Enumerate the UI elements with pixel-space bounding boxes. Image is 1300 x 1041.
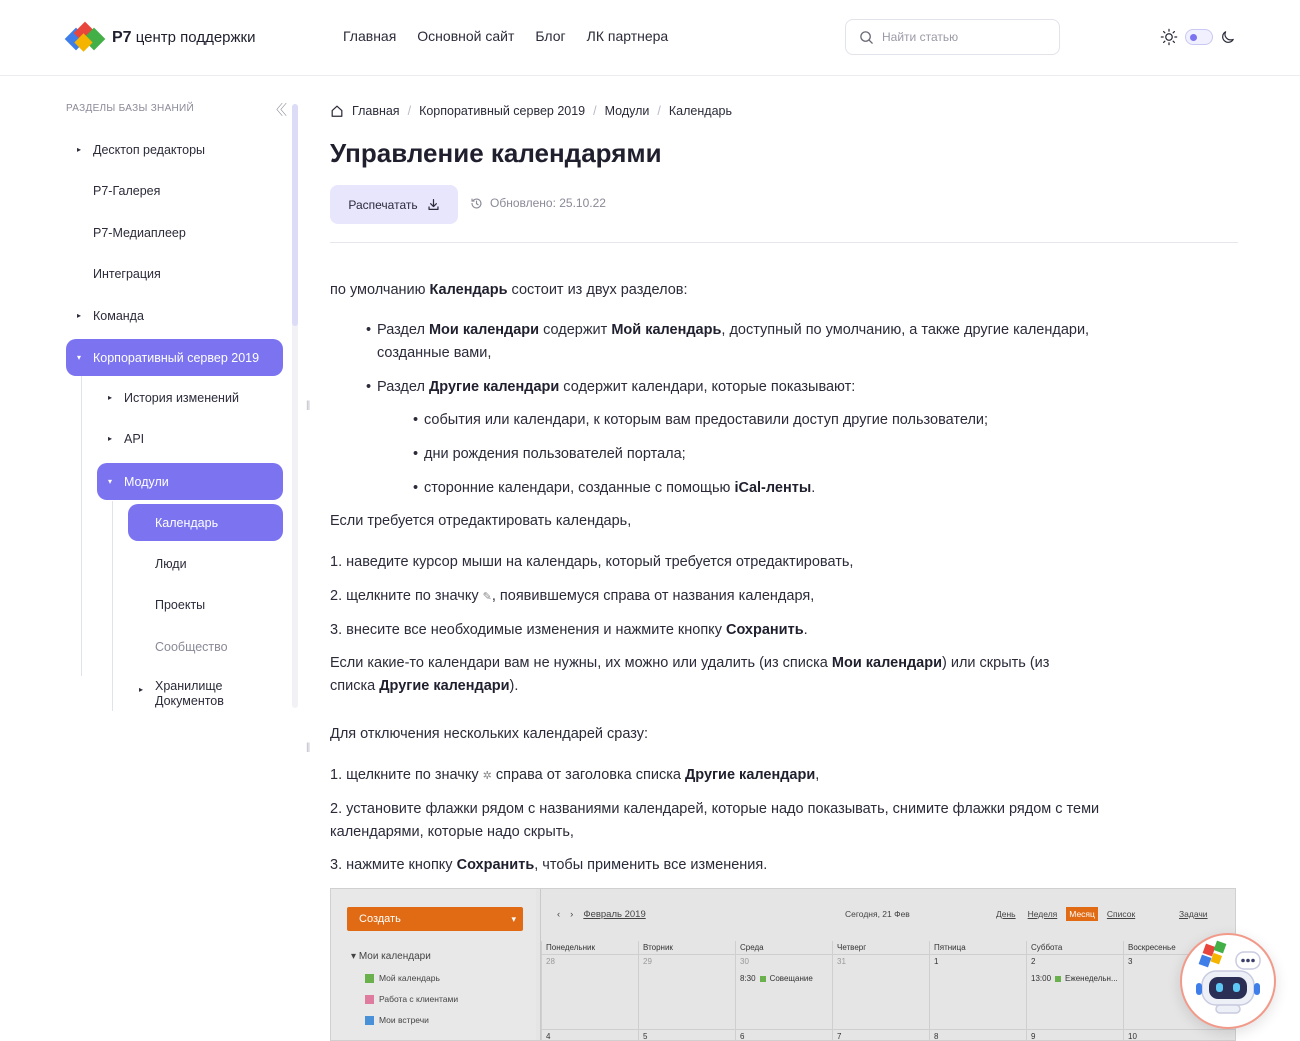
print-button-label: Распечатать [348, 197, 418, 212]
sidebar-item-label: API [124, 431, 145, 446]
sidebar-item-label: Р7-Галерея [93, 183, 161, 198]
nav-blog[interactable]: Блог [535, 28, 566, 44]
screenshot-tasks: Задачи [1179, 909, 1208, 919]
breadcrumb-corporate-server[interactable]: Корпоративный сервер 2019 [419, 104, 586, 118]
sidebar-item-label: Проекты [155, 597, 206, 612]
knowledge-sidebar [66, 76, 298, 716]
list-item: 3. внесите все необходимые изменения и нажмите кнопку Сохранить. [330, 622, 808, 638]
list-item: • события или календари, к которым вам предоставили доступ другие пользователи; [424, 409, 988, 432]
sidebar-item-community[interactable] [128, 628, 283, 665]
list-item-continuation: календарями, которые надо скрыть, [330, 824, 574, 840]
screenshot-toolbar [557, 909, 646, 920]
sidebar-item-team[interactable] [66, 297, 283, 334]
main-nav [343, 28, 668, 44]
caret-right-icon: ▸ [108, 393, 113, 402]
paragraph: Для отключения нескольких календарей сразу: [330, 726, 649, 742]
download-icon [427, 198, 440, 211]
list-item: 2. щелкните по значку ✎, появившемуся справа от названия календаря, [330, 588, 815, 604]
screenshot-view-month: Месяц [1066, 907, 1098, 921]
logo-text: Р7 центр поддержки [112, 29, 256, 46]
gear-icon: ✲ [482, 770, 492, 782]
screenshot-view-day: День [996, 909, 1016, 919]
theme-toggle[interactable] [1185, 29, 1213, 45]
history-icon [470, 197, 483, 210]
theme-switcher [1160, 28, 1236, 46]
logo-icon [66, 24, 104, 52]
grid-col: Понедельник 28 4 [541, 941, 638, 1041]
list-item: 3. нажмите кнопку Сохранить, чтобы применить все изменения. [330, 857, 768, 873]
breadcrumb-calendar: Календарь [668, 104, 732, 118]
list-item: • сторонние календари, созданные с помощью iCal-ленты. [424, 477, 815, 500]
site-logo[interactable] [66, 24, 255, 52]
screenshot-create-button: Создать ▾ [347, 907, 523, 931]
list-item: 1. щелкните по значку ✲ справа от заголовка списка Другие календари, [330, 767, 820, 783]
nav-home[interactable]: Главная [343, 28, 397, 44]
tree-line [81, 376, 82, 676]
screenshot-view-week: Неделя [1027, 909, 1058, 919]
grid-col: Среда 30 8:30 Совещание 6 [735, 941, 832, 1041]
screenshot-view-list: Список [1106, 909, 1136, 919]
screenshot-next-icon: › [570, 909, 574, 920]
collapse-sidebar-icon[interactable]: 〈〈 [269, 102, 284, 118]
resize-handle-icon[interactable]: || [306, 400, 310, 411]
resize-handle-icon[interactable]: || [306, 742, 310, 753]
sidebar-item-changelog[interactable] [97, 379, 283, 416]
screenshot-calendar-item: Мой календарь [365, 973, 440, 983]
sidebar-item-label: Модули [124, 474, 169, 489]
list-item-continuation: созданные вами, [377, 345, 492, 361]
paragraph: Если какие-то календари вам не нужны, их можно или удалить (из списка Мои календари) или скрыть (из [330, 655, 1050, 671]
sun-icon[interactable] [1160, 28, 1178, 46]
site-header [0, 0, 1300, 76]
breadcrumb-separator: / [593, 104, 597, 118]
screenshot-calendar-item: Мои встречи [365, 1015, 429, 1025]
caret-right-icon: ▸ [108, 434, 113, 443]
grid-col: Пятница 1 8 [929, 941, 1026, 1041]
breadcrumb-home[interactable]: Главная [352, 104, 400, 118]
breadcrumb-separator: / [657, 104, 661, 118]
screenshot-sidebar [331, 889, 536, 1041]
sidebar-item-desktop-editors[interactable] [66, 131, 283, 168]
breadcrumb [330, 104, 732, 118]
nav-main-site[interactable]: Основной сайт [417, 28, 515, 44]
caret-right-icon: ▸ [139, 685, 144, 694]
divider [330, 242, 1238, 243]
tree-line [112, 501, 113, 711]
sidebar-scrollbar[interactable] [292, 104, 298, 708]
page-title: Управление календарями [330, 138, 662, 168]
sidebar-title: РАЗДЕЛЫ БАЗЫ ЗНАНИЙ [66, 103, 195, 114]
sidebar-item-label: Люди [155, 556, 187, 571]
home-icon[interactable] [330, 104, 344, 118]
sidebar-item-label: Сообщество [155, 639, 228, 654]
sidebar-item-label: Р7-Медиаплеер [93, 225, 186, 240]
screenshot-month-grid [541, 941, 1236, 1041]
updated-info [470, 196, 606, 210]
grid-col: Вторник 29 5 [638, 941, 735, 1041]
grid-col: Четверг 31 7 [832, 941, 929, 1041]
search-input[interactable] [882, 30, 1052, 44]
sidebar-item-label: Календарь [155, 515, 219, 530]
list-item: • Раздел Мои календари содержит Мой календарь, доступный по умолчанию, а также другие календари, [377, 319, 1089, 342]
robot-icon [1182, 935, 1274, 1027]
sidebar-item-gallery[interactable] [66, 172, 283, 209]
nav-partner-account[interactable]: ЛК партнера [586, 28, 669, 44]
screenshot-month: Февраль 2019 [583, 909, 646, 920]
paragraph: Если требуется отредактировать календарь, [330, 513, 632, 529]
caret-down-icon: ▾ [77, 353, 82, 362]
sidebar-item-people[interactable] [128, 545, 283, 582]
screenshot-event: 8:30 Совещание [740, 974, 813, 983]
sidebar-item-mediaplayer[interactable] [66, 214, 283, 251]
screenshot-prev-icon: ‹ [557, 909, 561, 920]
screenshot-view-switcher [993, 907, 1138, 921]
search-box[interactable] [845, 19, 1060, 55]
breadcrumb-modules[interactable]: Модули [604, 104, 650, 118]
search-icon [859, 30, 874, 45]
calendar-screenshot [330, 888, 1236, 1041]
sidebar-item-calendar[interactable] [128, 504, 283, 541]
sidebar-scrollbar-thumb[interactable] [292, 104, 298, 326]
sidebar-item-corporate-server[interactable] [66, 339, 283, 376]
caret-right-icon: ▸ [77, 311, 82, 320]
sidebar-item-label: История изменений [124, 390, 239, 405]
sidebar-item-label: Интеграция [93, 266, 161, 281]
paragraph: по умолчанию Календарь состоит из двух разделов: [330, 282, 688, 298]
sidebar-item-document-storage[interactable] [128, 674, 283, 714]
grid-col: Суббота 2 13:00 Еженедельн... 9 [1026, 941, 1123, 1041]
screenshot-calendar-item: Работа с клиентами [365, 994, 458, 1004]
screenshot-event: 13:00 Еженедельн... [1031, 974, 1118, 983]
caret-right-icon: ▸ [77, 145, 82, 154]
sidebar-item-label: Корпоративный сервер 2019 [93, 350, 260, 365]
list-item: • дни рождения пользователей портала; [424, 443, 686, 466]
sidebar-item-label: Хранилище Документов [155, 679, 224, 708]
list-item: 2. установите флажки рядом с названиями календарей, которые надо показывать, снимите флажки рядом с теми [330, 801, 1100, 817]
updated-date: Обновлено: 25.10.22 [490, 196, 606, 210]
list-item: • Раздел Другие календари содержит календари, которые показывают: [377, 376, 855, 399]
grid-col: Воскресенье 3 10 [1123, 941, 1236, 1041]
sidebar-item-integration[interactable] [66, 255, 283, 292]
pencil-icon: ✎ [482, 591, 492, 603]
sidebar-item-label: Команда [93, 308, 144, 323]
sidebar-item-api[interactable] [97, 420, 283, 457]
screenshot-today: Сегодня, 21 Фев [845, 909, 910, 919]
sidebar-item-label: Десктоп редакторы [93, 142, 206, 157]
print-button[interactable] [330, 185, 458, 224]
moon-icon[interactable] [1220, 29, 1236, 45]
caret-down-icon: ▾ [108, 477, 113, 486]
sidebar-item-modules[interactable] [97, 463, 283, 500]
breadcrumb-separator: / [407, 104, 412, 118]
sidebar-item-projects[interactable] [128, 586, 283, 623]
screenshot-my-calendars: ▾ Мои календари [351, 951, 431, 962]
paragraph-continuation: списка Другие календари). [330, 678, 519, 694]
list-item: 1. наведите курсор мыши на календарь, который требуется отредактировать, [330, 554, 854, 570]
chat-bot-button[interactable] [1180, 933, 1276, 1029]
